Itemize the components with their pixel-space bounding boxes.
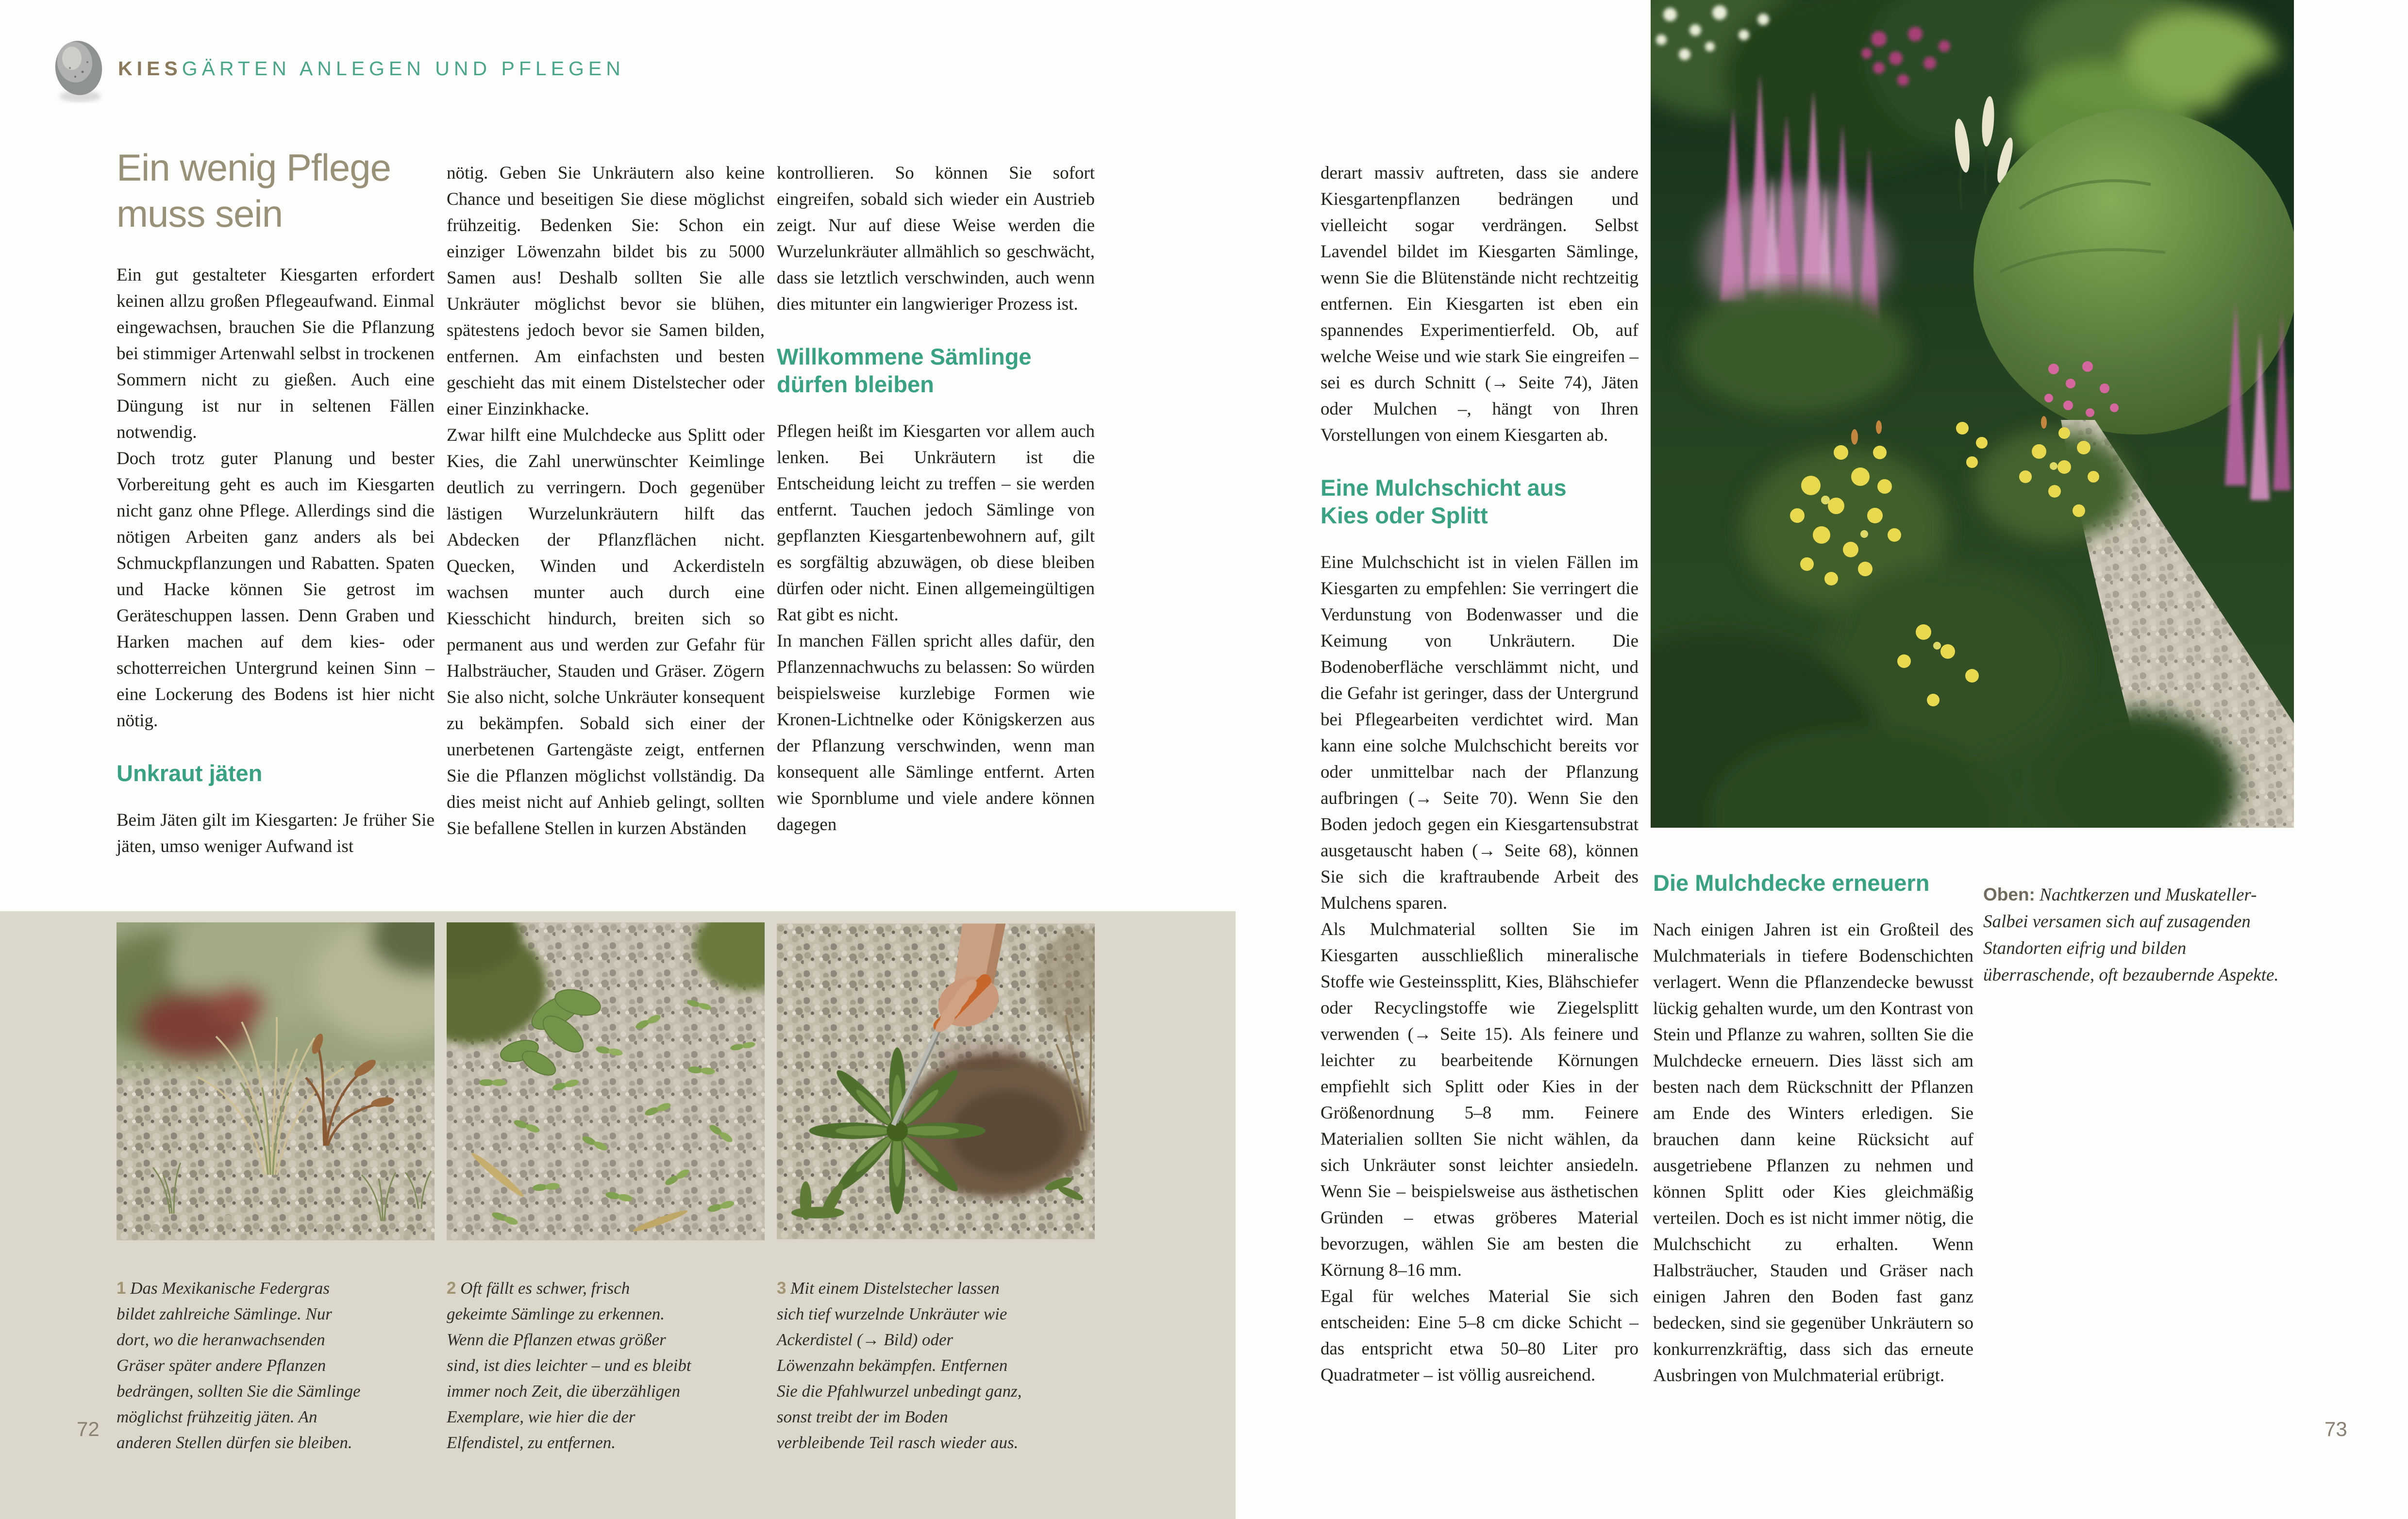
paragraph: Als Mulchmaterial sollten Sie im Kiesgarten ausschließlich mineralische Stoffe wie Gesteinssplitt, Kies, Blähschiefer oder Recyclingstoffe wie Ziegelsplitt verwenden (→ Seite 15). Als feinere und leichter zu bearbeitende Körnungen empfiehlt sich Splitt oder Kies in der Größenordnung 5–8 mm. Feinere Materialien sollten Sie nicht wählen, da sich Unkräuter sonst leichter ansiedeln. Wenn Sie – beispielsweise aus ästhetischen Gründen – etwas gröberes Material bevorzugen, wählen Sie am besten die Körnung 8–16 mm. xyxy=(1321,919,1639,1280)
caption-1-text: Das Mexikanische Federgras bildet zahlreiche Sämlinge. Nur dort, wo die heranwachsenden Gräser später andere Pflanzen bedrängen, sollten Sie die Sämlinge möglichst frühzeitig jäten. An anderen Stellen dürfen sie bleiben. xyxy=(117,1279,361,1452)
paragraph: Doch trotz guter Planung und bester Vorbereitung geht es auch im Kiesgarten nicht ganz ohne Pflege. Allerdings sind die nötigen Arbeiten ganz anders als bei Schmuckpflanzungen und Rabatten. Spaten und Hacke können Sie getrost im Geräteschuppen lassen. Denn Graben und Harken machen auf dem kies- oder schotterreichen Untergrund keinen Sinn – eine Lockerung des Bodens ist hier nicht nötig. xyxy=(117,449,435,731)
photo-caption-label: Oben: xyxy=(1983,885,2035,904)
photo-caption-right xyxy=(1983,881,2298,988)
chapter-header xyxy=(118,57,625,80)
paragraph: Beim Jäten gilt im Kiesgarten: Je früher Sie jäten, umso weniger Aufwand ist xyxy=(117,810,435,856)
chapter-header-rest: GÄRTEN ANLEGEN UND PFLEGEN xyxy=(182,57,625,80)
paragraph: derart massiv auftreten, dass sie andere Kiesgartenpflanzen bedrängen und vielleicht sogar verdrängen. Selbst Lavendel bildet im Kiesgarten Sämlinge, wenn Sie die Blütenstände nicht rechtzeitig entfernen. Ein Kiesgarten ist eben ein spannendes Experimentierfeld. Ob, auf welche Weise und wie stark Sie eingreifen – sei es durch Schnitt (→ Seite 74), Jäten oder Mulchen –, hängt von Ihren Vorstellungen von einem Kiesgarten ab. xyxy=(1321,163,1639,445)
body-column-3 xyxy=(777,160,1095,838)
subhead-mulchdecke-erneuern: Die Mulchdecke erneuern xyxy=(1653,870,1930,896)
paragraph: Egal für welches Material Sie sich entscheiden: Eine 5–8 cm dicke Schicht – das entspricht etwa 50–80 Liter pro Quadratmeter – ist völlig ausreichend. xyxy=(1321,1286,1639,1385)
paragraph: Pflegen heißt im Kiesgarten vor allem auch lenken. Bei Unkräutern ist die Entscheidung leicht zu treffen – sie werden entfernt. Tauchen jedoch Sämlinge von gepflanzten Kiesgartenbewohnern auf, gilt es sorgfältig abzuwägen, ob diese bleiben dürfen oder nicht. Einen allgemeingültigen Rat gibt es nicht. xyxy=(777,421,1095,625)
caption-2-number: 2 xyxy=(447,1279,456,1298)
page-title: Ein wenig Pflege muss sein xyxy=(117,146,391,235)
caption-1 xyxy=(117,1275,362,1455)
body-column-4 xyxy=(1321,160,1639,1388)
photo-distelstecher xyxy=(777,922,1095,1240)
caption-3-text: Mit einem Distelstecher lassen sich tief wurzelnde Unkräuter wie Ackerdistel (→ Bild) oder Löwenzahn bekämpfen. Entfernen Sie die Pfahlwurzel unbedingt ganz, sonst treibt der im Boden verbleibende Teil rasch wieder aus. xyxy=(777,1279,1022,1452)
subhead-mulchschicht: Eine Mulchschicht aus Kies oder Splitt xyxy=(1321,475,1567,528)
paragraph: Zwar hilft eine Mulchdecke aus Splitt oder Kies, die Zahl unerwünschter Keimlinge deutlich zu verringern. Doch gegenüber lästigen Wurzelunkräutern hilft das Abdecken der Pflanzflächen nicht. Quecken, Winden und Ackerdisteln wachsen munter auch durch eine Kiesschicht hindurch, breiten sich so permanent aus und werden zur Gefahr für Halbsträucher, Stauden und Gräser. Zögern Sie also nicht, solche Unkräuter konsequent zu bekämpfen. Sobald sich einer der unerbetenen Gartengäste zeigt, entfernen Sie die Pflanzen möglichst vollständig. Da dies meist nicht auf Anhieb gelingt, sollten Sie befallene Stellen in kurzen Abständen xyxy=(447,425,765,838)
caption-1-number: 1 xyxy=(117,1279,126,1298)
paragraph: Ein gut gestalteter Kiesgarten erfordert keinen allzu großen Pflegeaufwand. Einmal eingewachsen, brauchen Sie die Pflanzung bei stimmiger Artenwahl selbst in trockenen Sommern nicht zu gießen. Auch eine Düngung ist nur in seltenen Fällen notwendig. xyxy=(117,265,435,442)
subhead-willkommene-saemlinge: Willkommene Sämlinge dürfen bleiben xyxy=(777,344,1032,397)
body-column-5 xyxy=(1653,869,1973,1389)
photo-federgras xyxy=(117,922,435,1240)
caption-3-number: 3 xyxy=(777,1279,786,1298)
caption-2-text: Oft fällt es schwer, frisch gekeimte Sämlinge zu erkennen. Wenn die Pflanzen etwas größer sind, ist dies leichter – und es bleibt immer noch Zeit, die überzähligen Exemplare, wie hier die der Elfendistel, zu entfernen. xyxy=(447,1279,691,1452)
paragraph: kontrollieren. So können Sie sofort eingreifen, sobald sich wieder ein Austrieb zeigt. Nur auf diese Weise werden die Wurzelunkräuter allmählich so geschwächt, dass sie letztlich verschwinden, auch wenn dies mitunter ein langwieriger Prozess ist. xyxy=(777,163,1095,314)
paragraph: nötig. Geben Sie Unkräutern also keine Chance und beseitigen Sie diese möglichst frühzeitig. Bedenken Sie: Schon ein einziger Löwenzahn bildet bis zu 5000 Samen aus! Deshalb sollten Sie alle Unkräuter möglichst bevor sie blühen, spätestens jedoch bevor sie Samen bilden, entfernen. Am einfachsten und besten geschieht das mit einem Distelstecher oder einer Einzinkhacke. xyxy=(447,163,765,419)
photo-kiesgarten-nachtkerzen xyxy=(1651,0,2294,828)
paragraph: In manchen Fällen spricht alles dafür, den Pflanzennachwuchs zu belassen: So würden beispielsweise kurzlebige Formen wie Kronen-Lichtnelke oder Königskerzen aus der Pflanzung verschwinden, wenn man konsequent alle Sämlinge entfernt. Arten wie Spornblume und viele andere können dagegen xyxy=(777,631,1095,835)
caption-2 xyxy=(447,1275,692,1455)
photo-keimlinge-im-kies xyxy=(447,922,765,1240)
paragraph: Eine Mulchschicht ist in vielen Fällen im Kiesgarten zu empfehlen: Sie verringert die Verdunstung von Bodenwasser und die Keimung von Unkräutern. Die Bodenoberfläche verschlämmt nicht, und die Gefahr ist geringer, dass der Untergrund bei Pflegearbeiten verdichtet wird. Man kann eine solche Mulchschicht bereits vor oder unmittelbar nach der Pflanzung aufbringen (→ Seite 70). Wenn Sie den Boden jedoch gegen ein Kiesgartensubstrat ausgetauscht haben (→ Seite 68), können Sie sich die kraftraubende Arbeit des Mulchens sparen. xyxy=(1321,552,1639,913)
caption-3 xyxy=(777,1275,1022,1455)
photo-caption-text: Nachtkerzen und Muskateller-Salbei versamen sich auf zusagenden Standorten eifrig und bilden überraschende, oft bezaubernde Aspekte. xyxy=(1983,885,2279,985)
page-number-73: 73 xyxy=(2324,1418,2347,1440)
chapter-header-bold: KIES xyxy=(118,57,182,80)
subhead-unkraut-jaeten: Unkraut jäten xyxy=(117,760,263,786)
body-column-1 xyxy=(117,262,435,860)
body-column-2 xyxy=(447,160,765,842)
paragraph: Nach einigen Jahren ist ein Großteil des Mulchmaterials in tiefere Bodenschichten verlagert. Wenn die Pflanzendecke bewusst lückig gehalten wurde, um den Kontrast von Stein und Pflanze zu wahren, sollten Sie die Mulchdecke erneuern. Dies lässt sich am besten nach dem Rückschnitt der Pflanzen am Ende des Winters erledigen. Sie brauchen dann keine Rücksicht auf ausgetriebene Pflanzen zu nehmen und können Splitt oder Kies gleichmäßig verteilen. Doch es ist nicht immer nötig, die Mulchschicht zu erhalten. Wenn Halbsträucher, Stauden und Gräser nach einigen Jahren den Boden fast ganz bedecken, sind sie gegenüber Unkräutern so konkurrenzkräftig, dass sich das erneute Ausbringen von Mulchmaterial erübrigt. xyxy=(1653,920,1973,1385)
pebble-icon xyxy=(49,38,112,106)
page-number-72: 72 xyxy=(77,1418,100,1440)
